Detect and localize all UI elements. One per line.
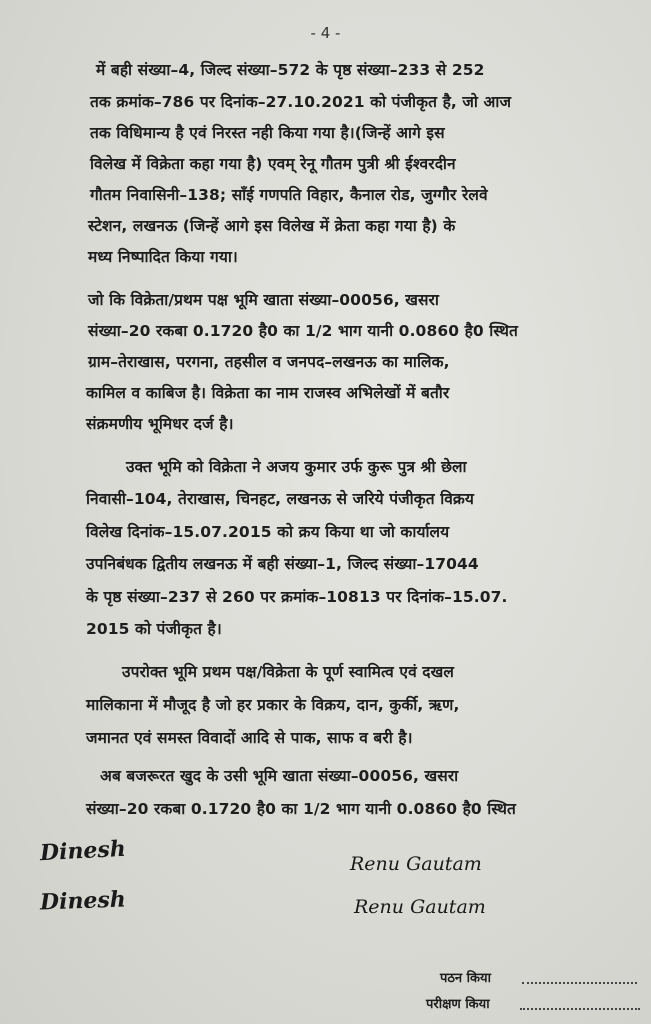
paragraph-1-line-6: स्टेशन, लखनऊ (जिन्हें आगे इस विलेख में क्रेता कहा गया है) के	[88, 217, 456, 235]
paragraph-1-line-5: गौतम निवासिनी–138; साँई गणपति विहार, कैनाल रोड, जुग्गौर रेलवे	[90, 186, 488, 204]
checked-label: परीक्षण किया	[426, 997, 490, 1012]
paragraph-3-line-5: के पृष्ठ संख्या–237 से 260 पर क्रमांक–10813 पर दिनांक–15.07.	[86, 588, 508, 606]
paragraph-4-line-1: उपरोक्त भूमि प्रथम पक्ष/विक्रेता के पूर्ण स्वामित्व एवं दखल	[122, 663, 454, 681]
paragraph-2-line-5: संक्रमणीय भूमिधर दर्ज है।	[86, 415, 234, 433]
paragraph-3-line-1: उक्त भूमि को विक्रेता ने अजय कुमार उर्फ कुरू पुत्र श्री छेला	[126, 458, 467, 476]
read-label: पठन किया	[440, 971, 491, 986]
paragraph-3-line-2: निवासी–104, तेराखास, चिनहट, लखनऊ से जरिये पंजीकृत विक्रय	[86, 490, 475, 508]
seller-signature-1: Dinesh	[39, 835, 127, 867]
paragraph-4-line-3: जमानत एवं समस्त विवादों आदि से पाक, साफ व बरी है।	[86, 729, 413, 747]
paragraph-1-line-4: विलेख में विक्रेता कहा गया है) एवम् रेनू गौतम पुत्री श्री ईश्वरदीन	[90, 155, 456, 173]
paragraph-1-line-3: तक विधिमान्य है एवं निरस्त नही किया गया है।(जिन्हें आगे इस	[90, 124, 445, 142]
paragraph-4-line-2: मालिकाना में मौजूद है जो हर प्रकार के विक्रय, दान, कुर्की, ऋण,	[86, 696, 460, 714]
checked-dotted-line	[520, 1008, 640, 1010]
seller-signature-2: Dinesh	[39, 886, 127, 916]
paragraph-5-line-1: अब बजरूरत खुद के उसी भूमि खाता संख्या–00056, खसरा	[100, 767, 459, 785]
paragraph-2-line-1: जो कि विक्रेता/प्रथम पक्ष भूमि खाता संख्या–00056, खसरा	[88, 291, 440, 309]
paragraph-1-line-1: में बही संख्या–4, जिल्द संख्या–572 के पृष्ठ संख्या–233 से 252	[96, 61, 485, 79]
buyer-signature-1: Renu Gautam	[350, 853, 482, 875]
paragraph-1-line-7: मध्य निष्पादित किया गया।	[88, 248, 238, 266]
paragraph-5-line-2: संख्या–20 रकबा 0.1720 है0 का 1/2 भाग यानी 0.0860 है0 स्थित	[86, 800, 516, 818]
paragraph-3-line-3: विलेख दिनांक–15.07.2015 को क्रय किया था जो कार्यालय	[86, 523, 450, 541]
paragraph-2-line-2: संख्या–20 रकबा 0.1720 है0 का 1/2 भाग यानी 0.0860 है0 स्थित	[88, 322, 518, 340]
paragraph-3-line-4: उपनिबंधक द्वितीय लखनऊ में बही संख्या–1, जिल्द संख्या–17044	[86, 555, 479, 573]
paragraph-2-line-4: कामिल व काबिज है। विक्रेता का नाम राजस्व अभिलेखों में बतौर	[86, 384, 450, 402]
page-number: - 4 -	[310, 24, 341, 42]
paragraph-1-line-2: तक क्रमांक–786 पर दिनांक–27.10.2021 को पंजीकृत है, जो आज	[90, 93, 512, 111]
buyer-signature-2: Renu Gautam	[354, 896, 486, 918]
paragraph-2-line-3: ग्राम–तेराखास, परगना, तहसील व जनपद–लखनऊ का मालिक,	[88, 353, 450, 371]
paragraph-3-line-6: 2015 को पंजीकृत है।	[86, 620, 222, 638]
read-dotted-line	[522, 982, 637, 984]
